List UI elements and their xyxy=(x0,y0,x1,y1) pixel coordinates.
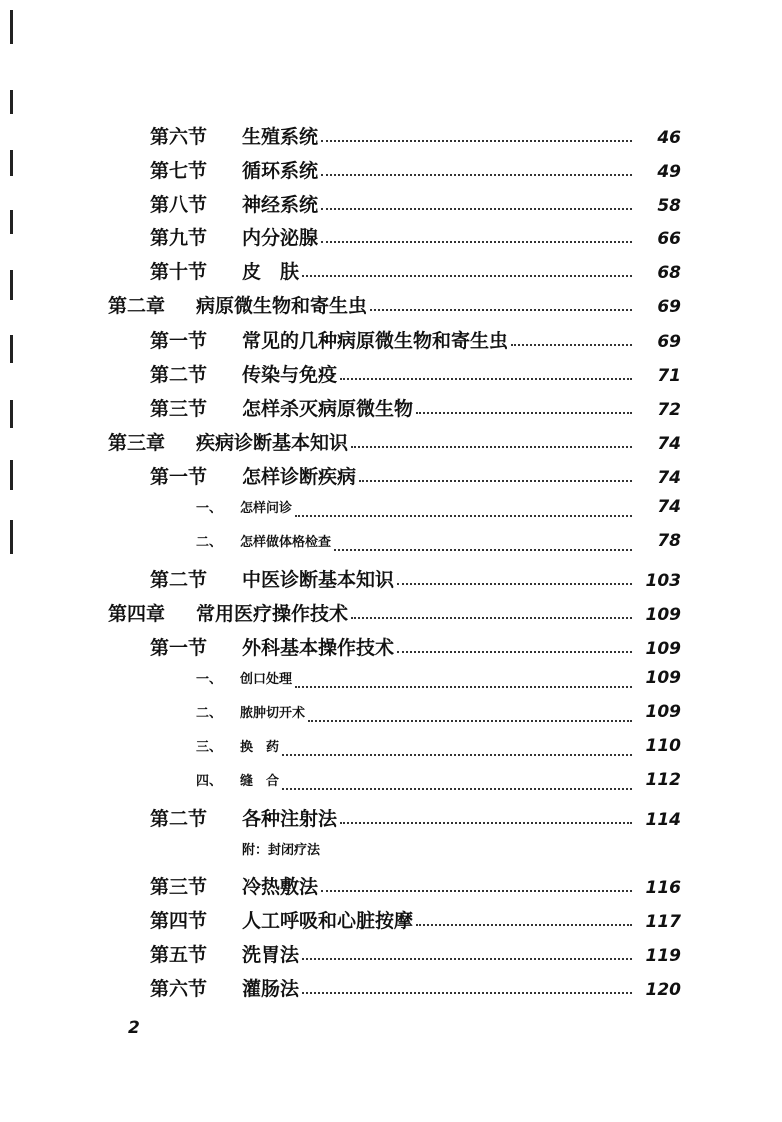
dot-leader xyxy=(321,174,632,176)
toc-entry-title: 神经系统 xyxy=(242,194,319,216)
toc-entry-label xyxy=(150,360,337,387)
toc-entry-title: 疾病诊断基本知识 xyxy=(196,432,349,454)
toc-entry-subitem xyxy=(196,497,681,527)
toc-entry-page: 72 xyxy=(657,400,681,420)
toc-entry-section xyxy=(150,257,681,287)
toc-entry-title: 怎样做体格检查 xyxy=(240,535,332,550)
toc-entry-number: 第二章 xyxy=(108,295,166,317)
dot-leader xyxy=(302,992,632,994)
toc-entry-number: 第三节 xyxy=(150,398,208,420)
toc-entry-title: 灌肠法 xyxy=(242,978,300,1000)
toc-entry-title: 常见的几种病原微生物和寄生虫 xyxy=(242,330,509,352)
toc-entry-label xyxy=(150,190,318,217)
toc-entry-number: 四、 xyxy=(196,774,223,789)
toc-entry-title: 怎样诊断疾病 xyxy=(242,466,357,488)
toc-entry-label xyxy=(150,804,337,831)
toc-entry-title: 附：封闭疗法 xyxy=(242,843,321,858)
toc-entry-label xyxy=(196,770,279,789)
toc-entry-label xyxy=(108,291,367,318)
dot-leader xyxy=(282,754,632,756)
toc-entry-label xyxy=(150,257,299,284)
toc-entry-number: 第六节 xyxy=(150,126,208,148)
dot-leader xyxy=(370,309,632,311)
toc-entry-page: 74 xyxy=(657,434,681,454)
toc-entry-page: 46 xyxy=(657,128,681,148)
toc-entry-page: 109 xyxy=(645,668,681,688)
toc-entry-page: 114 xyxy=(645,810,681,830)
toc-entry-page: 109 xyxy=(645,702,681,722)
toc-entry-section xyxy=(150,462,681,492)
toc-entry-title: 缝 合 xyxy=(240,774,280,789)
toc-entry-chapter xyxy=(108,291,681,321)
dot-leader xyxy=(321,140,632,142)
toc-entry-section xyxy=(150,190,681,220)
toc-entry-number: 二、 xyxy=(196,535,223,550)
toc-entry-page: 71 xyxy=(657,366,681,386)
toc-entry-label xyxy=(196,531,331,550)
toc-entry-section xyxy=(150,974,681,1004)
toc-entry-title: 洗胃法 xyxy=(242,944,300,966)
toc-entry-section xyxy=(150,872,681,902)
toc-entry-section xyxy=(150,633,681,663)
toc-entry-subitem xyxy=(196,736,681,766)
dot-leader xyxy=(308,720,632,722)
toc-entry-number: 第十节 xyxy=(150,261,208,283)
toc-entry-label xyxy=(150,462,356,489)
dot-leader xyxy=(416,412,632,414)
dot-leader xyxy=(321,241,632,243)
toc-entry-section xyxy=(150,394,681,424)
dot-leader xyxy=(321,208,632,210)
toc-entry-subitem xyxy=(196,770,681,800)
dot-leader xyxy=(359,480,632,482)
toc-entry-section xyxy=(150,804,681,834)
toc-entry-label xyxy=(150,326,508,353)
dot-leader xyxy=(351,446,632,448)
toc-entry-number: 第二节 xyxy=(150,569,208,591)
dot-leader xyxy=(397,651,632,653)
toc-entry-number: 第七节 xyxy=(150,160,208,182)
binding-mark xyxy=(10,150,13,176)
toc-entry-title: 人工呼吸和心脏按摩 xyxy=(242,910,414,932)
toc-entry-label xyxy=(150,565,394,592)
toc-entry-page: 74 xyxy=(657,497,681,517)
binding-mark xyxy=(10,210,13,234)
toc-entry-page: 117 xyxy=(645,912,681,932)
dot-leader xyxy=(511,344,632,346)
toc-entry-title: 怎样问诊 xyxy=(240,501,293,516)
toc-entry-section xyxy=(150,156,681,186)
toc-entry-page: 116 xyxy=(645,878,681,898)
toc-entry-number: 第六节 xyxy=(150,978,208,1000)
toc-entry-page: 58 xyxy=(657,196,681,216)
toc-entry-title: 外科基本操作技术 xyxy=(242,637,395,659)
toc-entry-number: 一、 xyxy=(196,672,223,687)
toc-entry-label xyxy=(196,702,305,721)
toc-entry-number: 第四章 xyxy=(108,603,166,625)
toc-entry-title: 创口处理 xyxy=(240,672,293,687)
toc-entry-page: 49 xyxy=(657,162,681,182)
toc-entry-title: 传染与免疫 xyxy=(242,364,338,386)
dot-leader xyxy=(351,617,632,619)
toc-entry-title: 换 药 xyxy=(240,740,280,755)
toc-entry-title: 冷热敷法 xyxy=(242,876,319,898)
dot-leader xyxy=(416,924,632,926)
toc-entry-section xyxy=(150,360,681,390)
binding-mark xyxy=(10,90,13,114)
toc-entry-section xyxy=(150,565,681,595)
toc-entry-section xyxy=(150,326,681,356)
binding-mark xyxy=(10,520,13,554)
dot-leader xyxy=(340,822,632,824)
toc-entry-page: 119 xyxy=(645,946,681,966)
dot-leader xyxy=(334,549,632,551)
toc-entry-number: 第三节 xyxy=(150,876,208,898)
binding-mark xyxy=(10,335,13,363)
toc-entry-number: 第一节 xyxy=(150,637,208,659)
toc-entry-subitem xyxy=(196,531,681,561)
toc-entry-chapter xyxy=(108,428,681,458)
toc-entry-label xyxy=(150,156,318,183)
toc-entry-number: 第五节 xyxy=(150,944,208,966)
toc-entry-number: 第一节 xyxy=(150,330,208,352)
page-number: 2 xyxy=(128,1018,140,1038)
toc-entry-section xyxy=(150,906,681,936)
toc-entry-page: 74 xyxy=(657,468,681,488)
toc-entry-title: 病原微生物和寄生虫 xyxy=(196,295,368,317)
toc-entry-title: 生殖系统 xyxy=(242,126,319,148)
toc-entry-number: 一、 xyxy=(196,501,223,516)
toc-entry-title: 脓肿切开术 xyxy=(240,706,306,721)
toc-entry-label xyxy=(150,974,299,1001)
dot-leader xyxy=(282,788,632,790)
toc-entry-page: 78 xyxy=(657,531,681,551)
toc-entry-page: 69 xyxy=(657,297,681,317)
toc-entry-page: 103 xyxy=(645,571,681,591)
dot-leader xyxy=(295,515,632,517)
toc-entry-title: 皮 肤 xyxy=(242,261,300,283)
toc-entry-page: 120 xyxy=(645,980,681,1000)
toc-entry-label xyxy=(150,906,413,933)
toc-entry-label xyxy=(196,497,292,516)
toc-entry-section xyxy=(150,223,681,253)
dot-leader xyxy=(340,378,632,380)
toc-entry-number: 三、 xyxy=(196,740,223,755)
toc-entry-title: 各种注射法 xyxy=(242,808,338,830)
toc-entry-label xyxy=(108,428,348,455)
toc-entry-section xyxy=(150,940,681,970)
toc-entry-page: 66 xyxy=(657,229,681,249)
toc-entry-number: 第二节 xyxy=(150,808,208,830)
toc-entry-number: 第八节 xyxy=(150,194,208,216)
dot-leader xyxy=(397,583,632,585)
toc-entry-title: 怎样杀灭病原微生物 xyxy=(242,398,414,420)
binding-mark xyxy=(10,460,13,490)
toc-entry-page: 109 xyxy=(645,605,681,625)
dot-leader xyxy=(321,890,632,892)
toc-entry-subitem xyxy=(196,702,681,732)
dot-leader xyxy=(295,686,632,688)
toc-entry-number: 第四节 xyxy=(150,910,208,932)
toc-entry-chapter xyxy=(108,599,681,629)
toc-entry-note xyxy=(242,839,681,869)
toc-entry-title: 内分泌腺 xyxy=(242,227,319,249)
toc-entry-title: 中医诊断基本知识 xyxy=(242,569,395,591)
toc-entry-page: 110 xyxy=(645,736,681,756)
toc-entry-subitem xyxy=(196,668,681,698)
toc-entry-number: 第九节 xyxy=(150,227,208,249)
toc-entry-label xyxy=(150,122,318,149)
toc-entry-title: 循环系统 xyxy=(242,160,319,182)
binding-mark xyxy=(10,10,13,44)
dot-leader xyxy=(302,275,632,277)
toc-entry-label xyxy=(150,872,318,899)
toc-entry-label xyxy=(242,839,320,858)
toc-entry-number: 第三章 xyxy=(108,432,166,454)
toc-entry-label xyxy=(196,668,292,687)
toc-entry-section xyxy=(150,122,681,152)
toc-entry-label xyxy=(150,223,318,250)
toc-entry-title: 常用医疗操作技术 xyxy=(196,603,349,625)
toc-entry-label xyxy=(150,633,394,660)
toc-entry-page: 112 xyxy=(645,770,681,790)
toc-entry-page: 69 xyxy=(657,332,681,352)
toc-entry-number: 二、 xyxy=(196,706,223,721)
toc-entry-label xyxy=(150,940,299,967)
toc-entry-label xyxy=(150,394,413,421)
toc-entry-label xyxy=(108,599,348,626)
toc-entry-number: 第一节 xyxy=(150,466,208,488)
binding-mark xyxy=(10,400,13,428)
dot-leader xyxy=(302,958,632,960)
toc-entry-page: 68 xyxy=(657,263,681,283)
toc-entry-page: 109 xyxy=(645,639,681,659)
binding-mark xyxy=(10,270,13,300)
toc-entry-label xyxy=(196,736,279,755)
toc-entry-number: 第二节 xyxy=(150,364,208,386)
